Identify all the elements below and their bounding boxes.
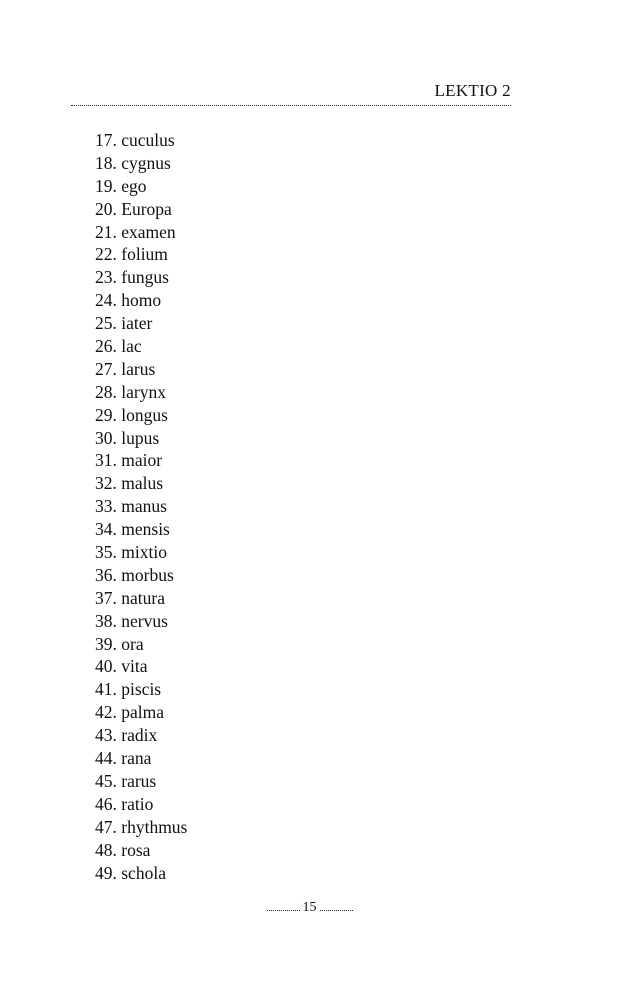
list-item: 45. rarus xyxy=(95,770,157,791)
list-item: 31. maior xyxy=(95,450,163,471)
list-item: 48. rosa xyxy=(95,839,151,860)
list-item: 39. ora xyxy=(95,633,144,654)
vocabulary-list xyxy=(95,129,187,884)
list-item: 43. radix xyxy=(95,725,158,746)
running-head: LEKTIO 2 xyxy=(434,81,511,100)
list-item: 30. lupus xyxy=(95,427,160,448)
list-item: 37. natura xyxy=(95,587,165,608)
list-item: 18. cygnus xyxy=(95,152,171,173)
page-number: 15 xyxy=(302,900,317,915)
page-footer xyxy=(0,900,619,916)
list-item: 29. longus xyxy=(95,404,168,425)
list-item: 20. Europa xyxy=(95,198,172,219)
header-dotted-rule xyxy=(71,105,511,106)
list-item: 44. rana xyxy=(95,748,152,769)
list-item: 23. fungus xyxy=(95,267,169,288)
list-item: 36. morbus xyxy=(95,564,174,585)
footer-dots-left xyxy=(267,910,300,911)
list-item: 33. manus xyxy=(95,496,167,517)
footer-dots-right xyxy=(320,910,353,911)
list-item: 28. larynx xyxy=(95,381,166,402)
list-item: 46. ratio xyxy=(95,793,154,814)
list-item: 21. examen xyxy=(95,221,176,242)
list-item: 38. nervus xyxy=(95,610,168,631)
list-item: 47. rhythmus xyxy=(95,816,188,837)
list-item: 19. ego xyxy=(95,175,147,196)
list-item: 41. piscis xyxy=(95,679,162,700)
list-item: 25. iater xyxy=(95,313,153,334)
list-item: 49. schola xyxy=(95,862,166,883)
list-item: 17. cuculus xyxy=(95,130,175,150)
list-item: 32. malus xyxy=(95,473,164,494)
list-item: 35. mixtio xyxy=(95,542,167,563)
list-item: 42. palma xyxy=(95,702,165,723)
list-item: 40. vita xyxy=(95,656,148,677)
list-item: 34. mensis xyxy=(95,519,170,540)
list-item: 22. folium xyxy=(95,244,168,265)
list-item: 27. larus xyxy=(95,358,156,379)
list-item: 26. lac xyxy=(95,336,142,357)
list-item: 24. homo xyxy=(95,290,162,311)
